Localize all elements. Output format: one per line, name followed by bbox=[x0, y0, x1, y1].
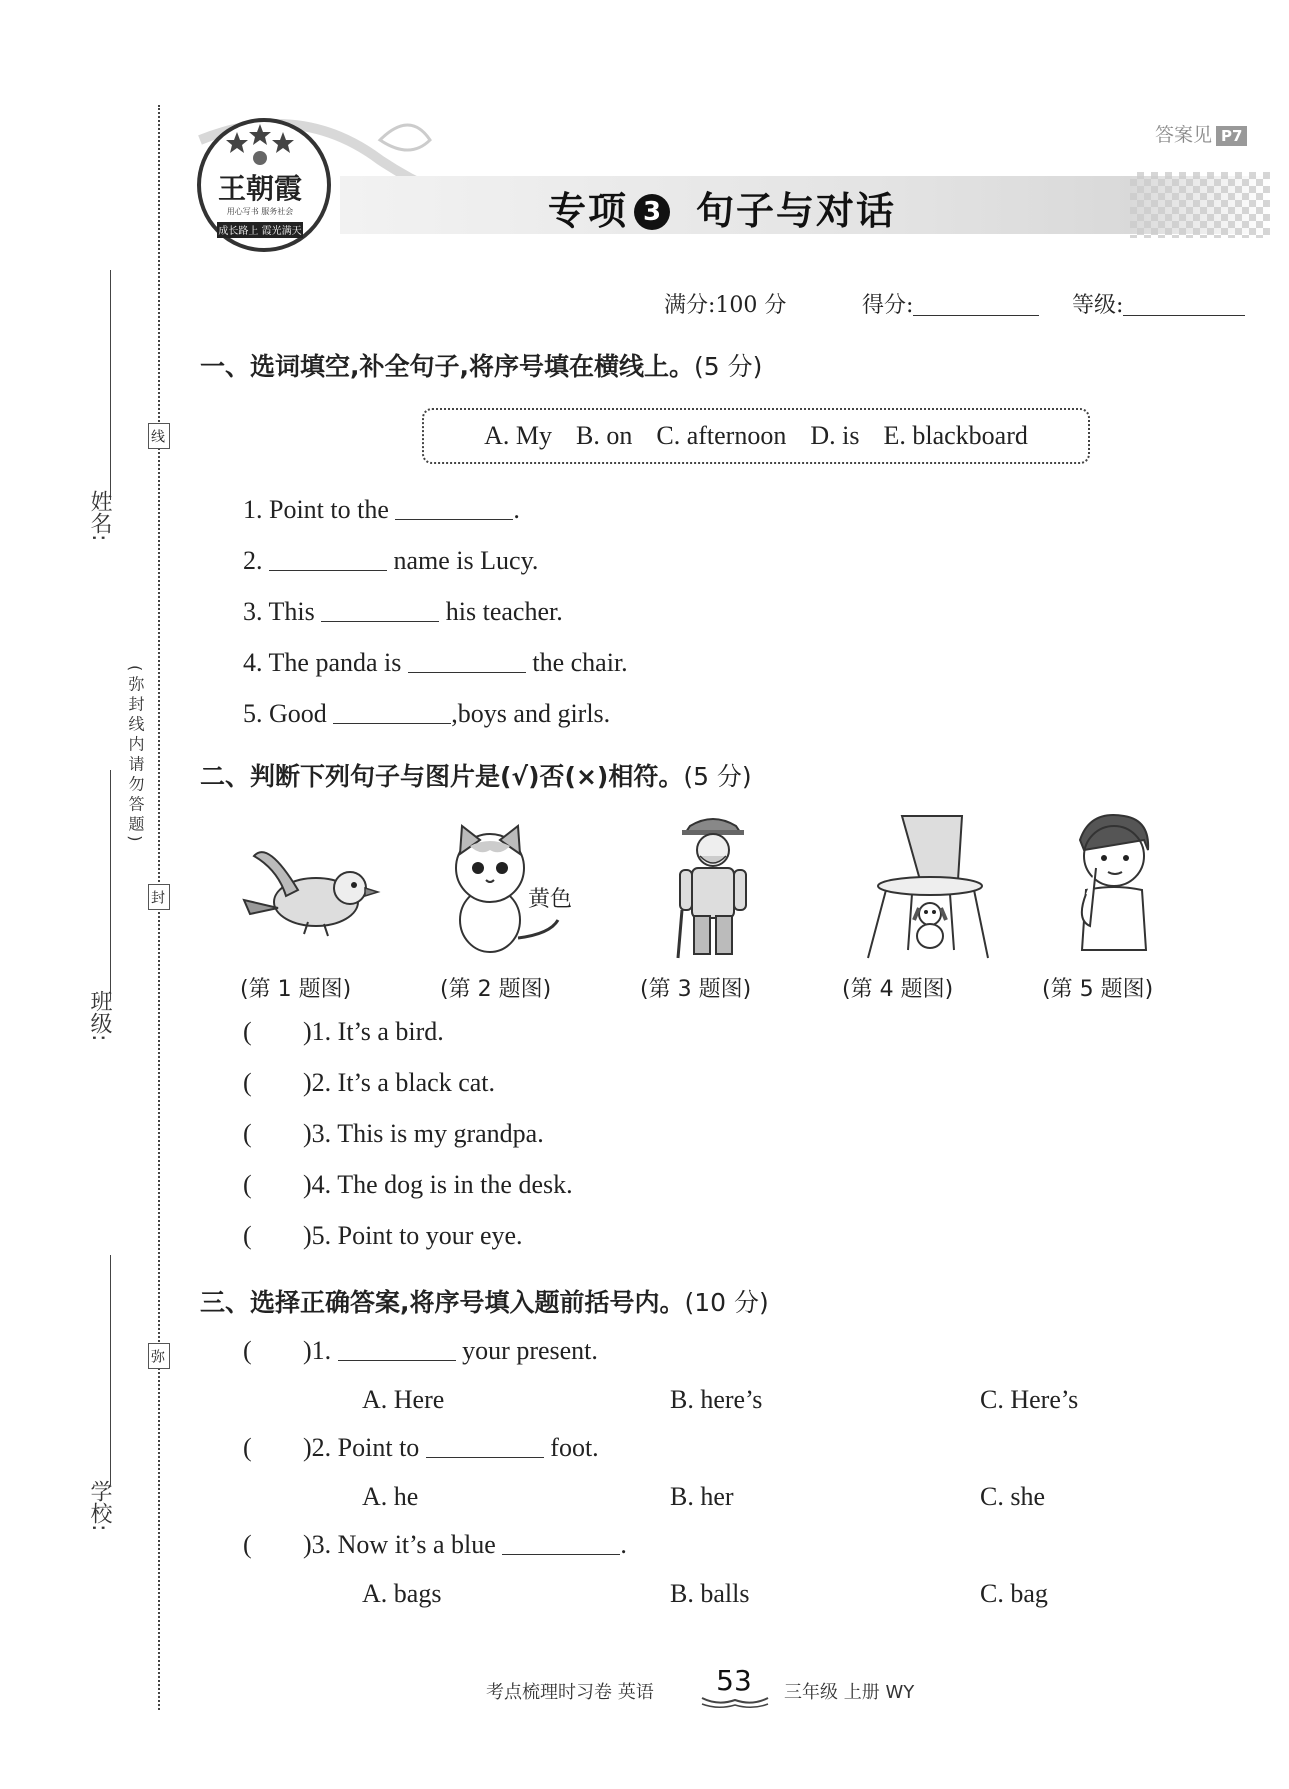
answer-blank[interactable] bbox=[502, 1528, 620, 1555]
picture-caption-4: (第 4 题图) bbox=[842, 977, 954, 1002]
banner-checker-pattern bbox=[1130, 172, 1270, 238]
option-a: A. he bbox=[362, 1482, 419, 1511]
s3-question-text: )3. Now it’s a blue bbox=[303, 1530, 503, 1559]
seal-note: (弥封线内请勿答题) bbox=[126, 665, 145, 846]
section3-points: (10 分) bbox=[684, 1288, 769, 1317]
s2-item-3 bbox=[243, 1119, 544, 1149]
score-label: 得分: bbox=[862, 293, 914, 318]
picture-caption-3: (第 3 题图) bbox=[640, 977, 752, 1002]
word-option: C. afternoon bbox=[656, 421, 787, 450]
option-a: A. Here bbox=[362, 1385, 445, 1414]
grade-blank[interactable] bbox=[1123, 291, 1245, 316]
svg-text:王朝霞: 王朝霞 bbox=[217, 172, 303, 205]
section3-heading-text: 三、选择正确答案,将序号填入题前括号内。 bbox=[200, 1288, 685, 1317]
answer-blank[interactable] bbox=[426, 1431, 544, 1458]
word-option: A. My bbox=[484, 421, 553, 450]
s3-question-text: )2. Point to bbox=[303, 1433, 426, 1462]
option-b: B. balls bbox=[670, 1579, 750, 1608]
option-c: C. bag bbox=[980, 1579, 1048, 1608]
title-prefix: 专项 bbox=[548, 189, 629, 233]
answer-blank[interactable] bbox=[333, 697, 451, 724]
footer-left: 考点梳理时习卷 英语 bbox=[486, 1682, 654, 1703]
s1-item-text: 4. The panda is bbox=[243, 648, 408, 677]
s1-item-text: ,boys and girls. bbox=[451, 699, 611, 728]
school-underline bbox=[110, 1255, 111, 1485]
s1-item-text: name is Lucy. bbox=[387, 546, 539, 575]
grandpa-picture bbox=[638, 810, 788, 960]
answer-paren[interactable]: ( bbox=[243, 1068, 252, 1097]
picture-caption-1: (第 1 题图) bbox=[240, 977, 352, 1002]
seal-box-line: 线 bbox=[148, 423, 170, 449]
answer-paren[interactable]: ( bbox=[243, 1530, 252, 1559]
s1-item-text: the chair. bbox=[525, 648, 628, 677]
s2-item-text: )3. This is my grandpa. bbox=[303, 1119, 544, 1148]
s1-item-text: 3. This bbox=[243, 597, 322, 626]
s2-item-5 bbox=[243, 1221, 523, 1251]
answer-blank[interactable] bbox=[408, 646, 526, 673]
answer-blank[interactable] bbox=[269, 544, 387, 571]
svg-text:成长路上 霞光满天: 成长路上 霞光满天 bbox=[218, 226, 302, 237]
title-main: 句子与对话 bbox=[696, 189, 897, 233]
s2-item-4 bbox=[243, 1170, 573, 1200]
s3-question-1 bbox=[243, 1334, 598, 1366]
s1-item-1 bbox=[243, 493, 520, 525]
s2-item-2 bbox=[243, 1068, 495, 1098]
answer-paren[interactable]: ( bbox=[243, 1119, 252, 1148]
section1-heading-text: 一、选词填空,补全句子,将序号填在横线上。 bbox=[200, 352, 694, 381]
s1-item-2 bbox=[243, 544, 538, 576]
footer-right: 三年级 上册 WY bbox=[784, 1682, 915, 1703]
s1-item-3 bbox=[243, 595, 563, 627]
svg-text:用心写书 服务社会: 用心写书 服务社会 bbox=[226, 207, 294, 216]
option-a: A. bags bbox=[362, 1579, 442, 1608]
section2-heading bbox=[200, 757, 752, 793]
section1-points: (5 分) bbox=[694, 352, 763, 381]
title-number-badge: 3 bbox=[634, 194, 670, 230]
class-underline bbox=[110, 770, 111, 1000]
answer-paren[interactable]: ( bbox=[243, 1170, 252, 1199]
answer-paren[interactable]: ( bbox=[243, 1433, 252, 1462]
name-underline bbox=[110, 270, 111, 500]
answer-blank[interactable] bbox=[321, 595, 439, 622]
word-option: D. is bbox=[810, 421, 860, 450]
seal-box-seal: 封 bbox=[148, 884, 170, 910]
s3-question-text: your present. bbox=[455, 1336, 598, 1365]
s3-question-text: foot. bbox=[543, 1433, 599, 1462]
s1-item-text: 2. bbox=[243, 546, 269, 575]
s2-item-text: )2. It’s a black cat. bbox=[303, 1068, 496, 1097]
logo-emblem bbox=[197, 118, 323, 244]
answer-ref-label: 答案见 bbox=[1155, 124, 1213, 146]
s2-item-text: )5. Point to your eye. bbox=[303, 1221, 523, 1250]
boy-picture bbox=[1050, 810, 1200, 960]
s1-item-text: 5. Good bbox=[243, 699, 334, 728]
s1-item-text: 1. Point to the bbox=[243, 495, 396, 524]
s1-item-4 bbox=[243, 646, 628, 678]
book-icon bbox=[700, 1696, 770, 1710]
section2-heading-text: 二、判断下列句子与图片是(√)否(×)相符。 bbox=[200, 762, 684, 791]
option-c: C. Here’s bbox=[980, 1385, 1079, 1414]
s2-item-1 bbox=[243, 1017, 444, 1047]
answer-blank[interactable] bbox=[395, 493, 513, 520]
answer-paren[interactable]: ( bbox=[243, 1017, 252, 1046]
full-score: 满分:100 分 bbox=[664, 293, 787, 318]
word-option: E. blackboard bbox=[883, 421, 1028, 450]
option-b: B. her bbox=[670, 1482, 734, 1511]
school-label: 学校: bbox=[87, 1480, 112, 1532]
bird-picture bbox=[238, 810, 388, 960]
option-b: B. here’s bbox=[670, 1385, 763, 1414]
word-option: B. on bbox=[576, 421, 633, 450]
class-label: 班级: bbox=[87, 990, 112, 1042]
answer-paren[interactable]: ( bbox=[243, 1336, 252, 1365]
s3-question-3 bbox=[243, 1528, 627, 1560]
seal-box-mi: 弥 bbox=[148, 1343, 170, 1369]
section1-heading bbox=[200, 347, 762, 383]
s3-question-text: )1. bbox=[303, 1336, 338, 1365]
grade-label: 等级: bbox=[1072, 293, 1124, 318]
cat-color-label: 黄色 bbox=[528, 887, 573, 912]
answer-reference bbox=[1155, 120, 1247, 147]
word-bank bbox=[422, 408, 1090, 464]
score-blank[interactable] bbox=[913, 291, 1039, 316]
section2-points: (5 分) bbox=[683, 762, 752, 791]
s2-item-text: )4. The dog is in the desk. bbox=[303, 1170, 573, 1199]
s3-question-2 bbox=[243, 1431, 599, 1463]
option-c: C. she bbox=[980, 1482, 1045, 1511]
s3-question-text: . bbox=[620, 1530, 627, 1559]
s1-item-text: his teacher. bbox=[439, 597, 563, 626]
grade-field bbox=[1072, 288, 1245, 319]
answer-blank[interactable] bbox=[338, 1334, 456, 1361]
s1-item-text: . bbox=[513, 495, 520, 524]
chair-dog-picture bbox=[842, 810, 992, 960]
section3-heading bbox=[200, 1283, 769, 1319]
score-field bbox=[862, 288, 1039, 319]
s1-item-5 bbox=[243, 697, 610, 729]
picture-caption-5: (第 5 题图) bbox=[1042, 977, 1154, 1002]
answer-ref-page: P7 bbox=[1216, 126, 1247, 146]
logo-badge bbox=[197, 118, 331, 252]
name-label: 姓名: bbox=[87, 490, 112, 542]
page-title bbox=[548, 180, 896, 235]
picture-caption-2: (第 2 题图) bbox=[440, 977, 552, 1002]
answer-paren[interactable]: ( bbox=[243, 1221, 252, 1250]
page-number: 53 bbox=[716, 1664, 752, 1697]
s2-item-text: )1. It’s a bird. bbox=[303, 1017, 444, 1046]
